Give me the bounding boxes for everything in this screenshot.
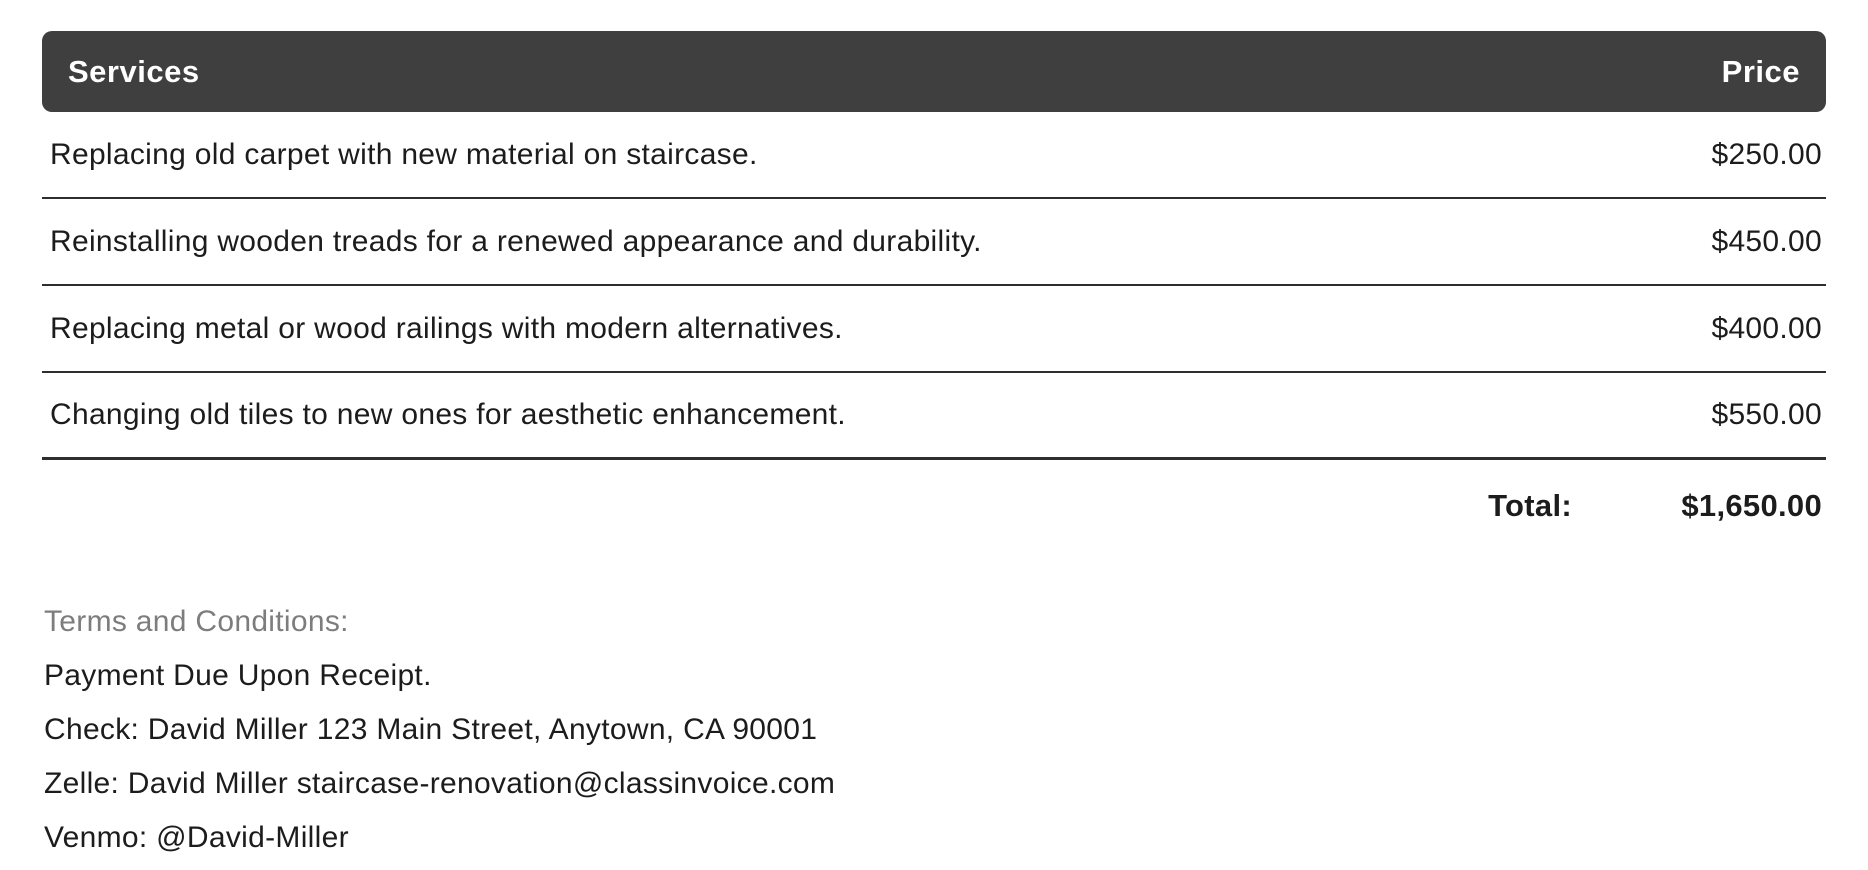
total-value: $1,650.00 xyxy=(1681,488,1822,523)
terms-line-check: Check: David Miller 123 Main Street, Anytown, CA 90001 xyxy=(44,713,818,746)
services-column-header: Services xyxy=(68,53,200,89)
total-row xyxy=(42,460,1826,552)
table-row xyxy=(42,373,1826,460)
terms-line-venmo: Venmo: @David-Miller xyxy=(44,821,349,854)
terms-section xyxy=(42,594,1826,865)
service-price: $450.00 xyxy=(1711,224,1822,258)
table-row xyxy=(42,199,1826,286)
terms-line-zelle: Zelle: David Miller staircase-renovation@classinvoice.com xyxy=(44,767,836,800)
price-column-header: Price xyxy=(1721,53,1800,89)
service-price: $400.00 xyxy=(1711,311,1822,345)
table-row xyxy=(42,112,1826,199)
invoice-document xyxy=(42,31,1826,865)
service-description: Changing old tiles to new ones for aesthetic enhancement. xyxy=(50,398,846,431)
table-row xyxy=(42,286,1826,373)
service-description: Replacing metal or wood railings with modern alternatives. xyxy=(50,311,843,345)
total-label: Total: xyxy=(1488,488,1572,523)
service-price: $550.00 xyxy=(1711,398,1822,431)
terms-heading: Terms and Conditions: xyxy=(44,605,349,638)
services-table-header xyxy=(42,31,1826,112)
service-description: Reinstalling wooden treads for a renewed appearance and durability. xyxy=(50,224,982,258)
service-description: Replacing old carpet with new material on staircase. xyxy=(50,137,758,171)
terms-line-payment: Payment Due Upon Receipt. xyxy=(44,659,432,692)
service-price: $250.00 xyxy=(1711,137,1822,171)
